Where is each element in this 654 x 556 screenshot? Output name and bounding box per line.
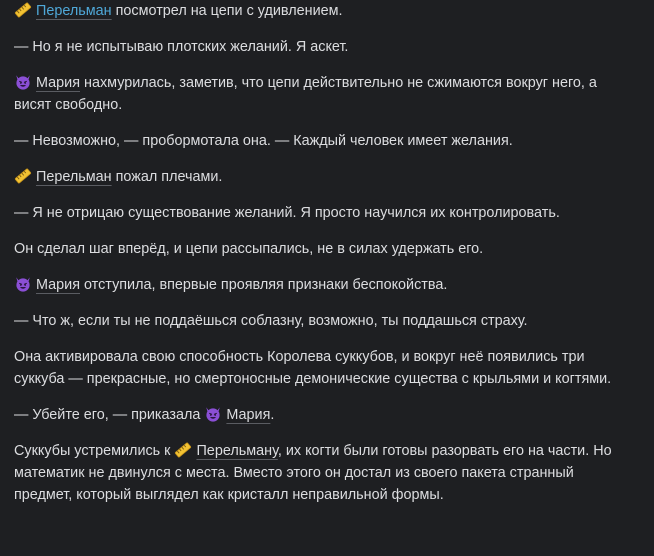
story-paragraph (14, 346, 624, 390)
mention-maria[interactable] (14, 277, 80, 293)
ruler-icon (174, 442, 192, 458)
smiling-devil-icon (14, 74, 32, 90)
paragraph-gap (14, 390, 624, 404)
story-text-run: отступила, впервые проявляя признаки беспокойства. (80, 277, 448, 293)
smiling-devil-icon (14, 276, 32, 292)
mention-name: Перельман (36, 3, 112, 19)
story-paragraph (14, 440, 624, 506)
smiling-devil-icon (204, 406, 222, 422)
story-text-run: Он сделал шаг вперёд, и цепи рассыпались, не в силах удержать его. (14, 241, 484, 257)
mention-name: Мария (36, 75, 80, 91)
story-text-run: . (270, 407, 275, 423)
story-paragraph (14, 166, 624, 188)
story-paragraph (14, 238, 624, 260)
story-paragraph (14, 36, 624, 58)
mention-perelman[interactable] (174, 443, 277, 459)
paragraph-gap (14, 296, 624, 310)
story-text-run: Суккубы устремились к (14, 443, 175, 459)
paragraph-gap (14, 116, 624, 130)
mention-name: Мария (226, 407, 271, 423)
story-paragraph (14, 130, 624, 152)
mention-perelman[interactable] (14, 169, 112, 185)
story-text-run: посмотрел на цепи с удивлением. (111, 3, 343, 19)
mention-maria[interactable] (204, 407, 270, 423)
story-paragraph (14, 404, 624, 426)
story-text-run: пожал плечами. (111, 169, 223, 185)
paragraph-gap (14, 58, 624, 72)
story-paragraph (14, 72, 624, 116)
mention-maria[interactable] (14, 75, 80, 91)
paragraph-gap (14, 426, 624, 440)
story-text-run: , их когти были готовы разорвать его на части. Но математик не двинулся с места. Вместо этого он достал из своего пакета странный предмет, который выглядел как кристалл неправильной формы. (14, 443, 612, 503)
story-text-run: — Я не отрицаю существование желаний. Я просто научился их контролировать. (14, 205, 560, 221)
story-text-run: Она активировала свою способность Королева суккубов, и вокруг неё появились три суккуба — прекрасные, но смертоносные демонические существа с крыльями и когтями. (14, 349, 612, 387)
ruler-icon (14, 2, 32, 18)
story-paragraph (14, 274, 624, 296)
story-text-run: — Убейте его, — приказала (14, 407, 205, 423)
story-text (14, 0, 624, 506)
story-text-run: — Что ж, если ты не поддаёшься соблазну, возможно, ты поддашься страху. (14, 313, 528, 329)
story-paragraph (14, 202, 624, 224)
mention-perelman[interactable] (14, 3, 112, 19)
mention-name: Перельман (36, 169, 112, 185)
story-text-run: нахмурилась, заметив, что цепи действительно не сжимаются вокруг него, а висят свободно. (14, 75, 597, 113)
paragraph-gap (14, 260, 624, 274)
story-paragraph (14, 0, 624, 22)
paragraph-gap (14, 22, 624, 36)
paragraph-gap (14, 152, 624, 166)
paragraph-gap (14, 188, 624, 202)
mention-name: Мария (36, 277, 80, 293)
story-text-run: — Но я не испытываю плотских желаний. Я аскет. (14, 39, 349, 55)
paragraph-gap (14, 332, 624, 346)
story-paragraph (14, 310, 624, 332)
ruler-icon (14, 168, 32, 184)
paragraph-gap (14, 224, 624, 238)
story-text-run: — Невозможно, — пробормотала она. — Каждый человек имеет желания. (14, 133, 513, 149)
mention-name: Перельману (196, 443, 278, 459)
